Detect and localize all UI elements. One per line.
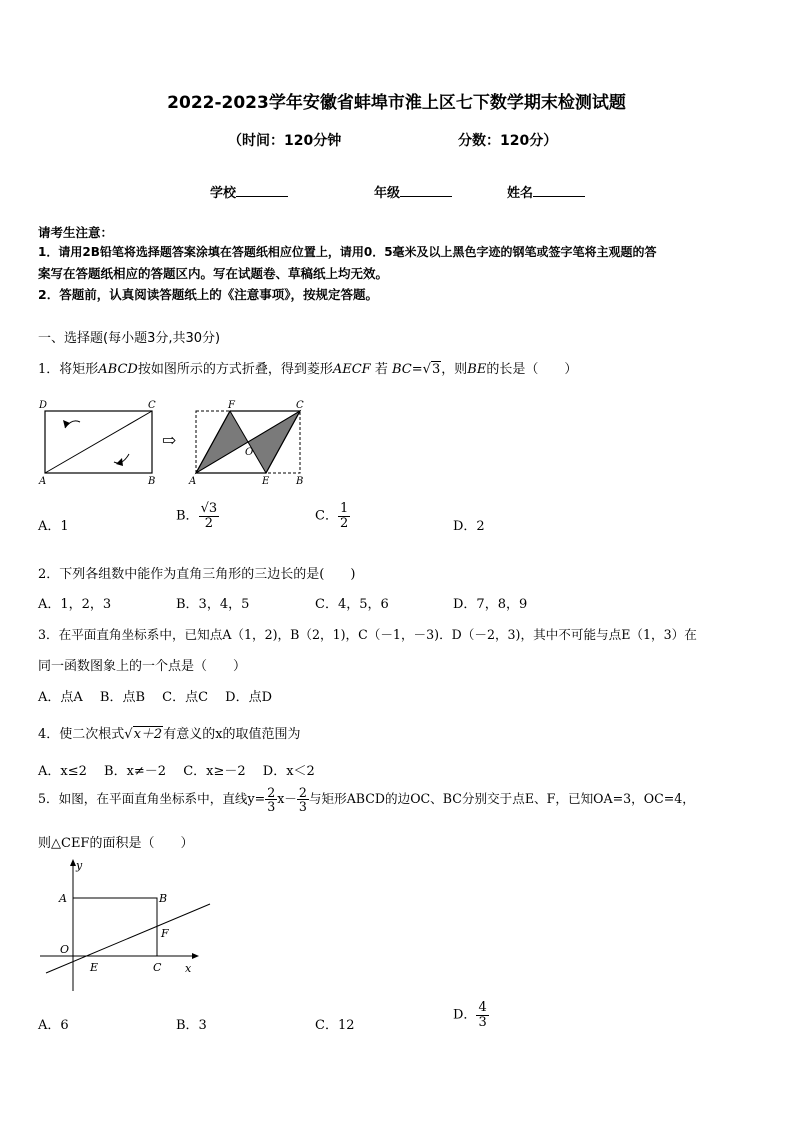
q1-post: 的长是（ ） xyxy=(486,362,578,377)
q3-line1: 3．在平面直角坐标系中，已知点A（1，2)，B（2，1)，C（－1，－3)．D（－2，3)，其中不可能与点E（1，3）在 xyxy=(38,627,697,642)
q1-label-a: A xyxy=(39,476,47,487)
q1-rhombus-diagonal xyxy=(196,411,300,473)
q4-pre: 4．使二次根式 xyxy=(38,727,125,742)
q5-option-d-label: D． xyxy=(453,1007,477,1023)
q1-radicand: 3 xyxy=(431,362,441,377)
q1-option-c-num: 1 xyxy=(339,501,349,516)
q1-label-b: B xyxy=(148,476,156,487)
q1-label-c: C xyxy=(148,400,156,411)
q2-option-c: C．4，5，6 xyxy=(315,597,389,612)
q1-option-d: D．2 xyxy=(453,519,485,534)
q5-option-d-den: 3 xyxy=(478,1014,487,1030)
q5-option-d xyxy=(453,1001,489,1029)
q5-text xyxy=(38,786,695,813)
name-blank xyxy=(533,184,585,197)
q1-diagonal xyxy=(45,411,152,473)
q4-text: 4．使二次根式√x＋2有意义的x的取值范围为 xyxy=(38,727,301,742)
q5-mid: x－ xyxy=(277,791,297,807)
q1-label-b2: B xyxy=(296,476,304,487)
q1-option-b xyxy=(176,502,219,530)
q5-label-c: C xyxy=(153,961,162,974)
school-label: 学校 xyxy=(210,186,237,201)
q5-label-f: F xyxy=(161,927,169,940)
q1-transform-arrow-icon: ⇨ xyxy=(162,431,177,451)
q5-label-b: B xyxy=(159,892,168,905)
section-heading: 一、选择题(每小题3分,共30分) xyxy=(38,331,221,346)
q5-pre: 5．如图，在平面直角坐标系中，直线y= xyxy=(38,791,266,807)
q3-options: A．点A B．点B C．点C D．点D xyxy=(38,690,273,705)
q5-x-arrow-icon xyxy=(192,953,199,959)
exam-time: （时间：120分钟 xyxy=(228,133,342,149)
q2-text: 2．下列各组数中能作为直角三角形的三边长的是( ) xyxy=(38,567,356,582)
q4-options: A．x≤2 B．x≠－2 C．x≥－2 D．x＜2 xyxy=(38,764,315,779)
notice-line1: 1．请用2B铅笔将选择题答案涂填在答题纸相应位置上，请用0．5毫米及以上黑色字迹的钢笔或签字笔将主观题的答 xyxy=(38,245,657,259)
q1-mid1: 按如图所示的方式折叠，得到菱形 xyxy=(137,362,333,377)
q1-option-a: A．1 xyxy=(38,519,69,534)
q1-option-c-label: C． xyxy=(315,508,338,524)
school-blank xyxy=(236,184,288,197)
q1-option-b-den: 2 xyxy=(204,515,213,531)
q1-shaded-left xyxy=(196,411,248,473)
q2-option-a: A．1，2，3 xyxy=(38,597,112,612)
q1-bc: BC xyxy=(392,362,412,377)
q1-mid3: ，则 xyxy=(441,362,468,377)
q1-text: 1．将矩形ABCD按如图所示的方式折叠，得到菱形AECF 若 BC=√3，则BE的长是（ ） xyxy=(38,362,578,377)
name-label: 姓名 xyxy=(507,186,534,201)
grade-label: 年级 xyxy=(374,186,401,201)
q5-label-o: O xyxy=(60,943,70,956)
q1-label-f: F xyxy=(228,400,235,411)
q5-frac1-den: 3 xyxy=(267,799,276,815)
grade-blank xyxy=(400,184,452,197)
q1-option-c xyxy=(315,502,350,530)
q2-option-b: B．3，4，5 xyxy=(176,597,250,612)
q4-post: 有意义的x的取值范围为 xyxy=(163,727,301,742)
q1-shaded-right xyxy=(248,411,300,473)
q2-option-d: D．7，8，9 xyxy=(453,597,528,612)
q1-label-c2: C xyxy=(296,400,304,411)
q1-rect: ABCD xyxy=(98,362,138,377)
q1-option-b-label: B． xyxy=(176,508,199,524)
q5-frac2-num: 2 xyxy=(298,785,307,800)
notice-line1b: 案写在答题纸相应的答题区内。写在试题卷、草稿纸上均无效。 xyxy=(38,266,389,281)
notice-line2: 2．答题前，认真阅读答题纸上的《注意事项》，按规定答题。 xyxy=(38,287,378,302)
q1-eq: = xyxy=(411,362,423,377)
q5-option-c: C．12 xyxy=(315,1018,355,1033)
q1-figure xyxy=(34,396,314,488)
q5-frac2-den: 3 xyxy=(298,799,307,815)
q5-rectangle-shape xyxy=(73,898,157,956)
q5-option-a: A．6 xyxy=(38,1018,69,1033)
q1-arrowhead-bottom xyxy=(116,458,123,466)
q5-label-y: y xyxy=(76,859,83,872)
notice-heading: 请考生注意： xyxy=(38,225,114,240)
q1-rhombus: AECF xyxy=(332,362,371,377)
name-field xyxy=(507,182,585,201)
q5-frac1-num: 2 xyxy=(267,785,276,800)
q1-label-a2: A xyxy=(189,476,197,487)
page-title: 2022-2023学年安徽省蚌埠市淮上区七下数学期末检测试题 xyxy=(167,93,626,113)
q5-label-x: x xyxy=(185,962,192,975)
exam-score: 分数：120分） xyxy=(458,133,558,149)
q4-radicand: x＋2 xyxy=(133,727,163,742)
q5-label-e: E xyxy=(90,961,99,974)
q1-be: BE xyxy=(467,362,487,377)
q5-line2: 则△CEF的面积是（ ） xyxy=(38,836,194,851)
q1-pre: 1．将矩形 xyxy=(38,362,99,377)
q1-option-c-den: 2 xyxy=(339,515,349,531)
q1-label-o: O xyxy=(245,447,254,458)
q5-figure xyxy=(34,855,214,995)
q1-option-b-num: √3 xyxy=(200,501,218,516)
q3-line2: 同一函数图象上的一个点是（ ） xyxy=(38,659,247,674)
q5-option-d-num: 4 xyxy=(478,1000,487,1015)
q5-post: 与矩形ABCD的边OC、BC分别交于点E、F，已知OA=3，OC=4， xyxy=(308,791,695,807)
q1-label-e: E xyxy=(262,476,270,487)
q5-label-a: A xyxy=(59,892,67,905)
q1-label-d: D xyxy=(39,400,48,411)
q5-option-b: B．3 xyxy=(176,1018,207,1033)
grade-field xyxy=(374,182,452,201)
q1-mid2: 若 xyxy=(374,362,388,377)
school-field xyxy=(210,182,288,201)
